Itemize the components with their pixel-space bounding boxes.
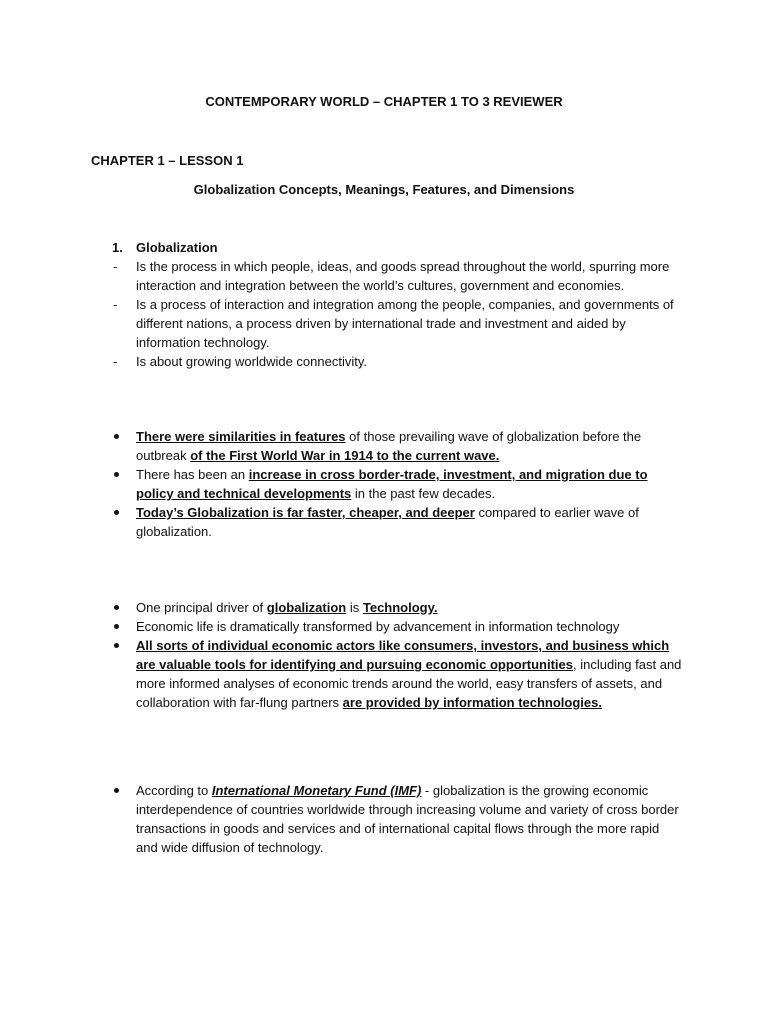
emphasis-text: globalization bbox=[266, 600, 347, 615]
definition-text: Is about growing worldwide connectivity. bbox=[136, 354, 367, 369]
globalization-section bbox=[112, 238, 684, 371]
dash-marker: - bbox=[113, 259, 118, 274]
body-text: According to bbox=[136, 783, 212, 798]
bullet-icon bbox=[114, 510, 119, 515]
list-item bbox=[136, 465, 684, 503]
emphasis-text: of the First World War in 1914 to the current wave. bbox=[190, 448, 500, 463]
definition-text: Is the process in which people, ideas, and goods spread throughout the world, spurring more interaction and integration between the world’s cultures, government and economies. bbox=[136, 259, 670, 293]
imf-name: International Monetary Fund (IMF) bbox=[211, 783, 422, 798]
body-text: of those prevailing wave of globalization before the outbreak bbox=[136, 429, 642, 463]
bullet-icon bbox=[114, 788, 119, 793]
section-heading-row bbox=[112, 238, 684, 257]
bullet-icon bbox=[114, 643, 119, 648]
chapter-heading: CHAPTER 1 – LESSON 1 bbox=[91, 153, 244, 168]
bullet-icon bbox=[114, 434, 119, 439]
list-item bbox=[136, 427, 684, 465]
technology-list bbox=[136, 598, 684, 712]
body-text: - globalization is the growing economic interdependence of countries worldwide through increasing volume and variety of cross border transactions in goods and services and of international capital flows through the more rapid and wide diffusion of technology. bbox=[136, 783, 679, 855]
body-text: Economic life is dramatically transformed by advancement in information technology bbox=[136, 619, 620, 634]
bullet-icon bbox=[114, 472, 119, 477]
list-item bbox=[136, 781, 684, 857]
emphasis-text: increase in cross border-trade, investment, and migration due to policy and technical developments bbox=[136, 467, 648, 501]
dash-marker: - bbox=[113, 354, 118, 369]
features-list bbox=[136, 427, 684, 541]
body-text: compared to earlier wave of globalization. bbox=[136, 505, 639, 539]
section-number: 1. bbox=[112, 240, 123, 255]
emphasis-text: are provided by information technologies. bbox=[342, 695, 602, 710]
bullet-icon bbox=[114, 605, 119, 610]
body-text: in the past few decades. bbox=[351, 486, 496, 501]
imf-definition bbox=[136, 781, 684, 857]
definition-item bbox=[113, 257, 684, 295]
dash-marker: - bbox=[113, 297, 118, 312]
body-text: One principal driver of bbox=[136, 600, 267, 615]
list-item bbox=[136, 598, 684, 617]
body-text: is bbox=[346, 600, 363, 615]
definition-item bbox=[113, 352, 684, 371]
bullet-icon bbox=[114, 624, 119, 629]
definition-item bbox=[113, 295, 684, 352]
lesson-subtitle: Globalization Concepts, Meanings, Features, and Dimensions bbox=[193, 182, 575, 197]
emphasis-text: All sorts of individual economic actors like consumers, investors, and business which are valuable tools for identifying and pursuing economic opportunities bbox=[136, 638, 670, 672]
definition-text: Is a process of interaction and integration among the people, companies, and governments of different nations, a process driven by international trade and investment and aided by information technology. bbox=[136, 297, 674, 350]
body-text: , including fast and more informed analyses of economic trends around the world, easy transfers of assets, and collaboration with far-flung partners bbox=[136, 657, 682, 710]
list-item bbox=[136, 617, 684, 636]
document-title: CONTEMPORARY WORLD – CHAPTER 1 TO 3 REVIEWER bbox=[205, 94, 563, 109]
emphasis-text: Technology. bbox=[362, 600, 438, 615]
emphasis-text: Today’s Globalization is far faster, cheaper, and deeper bbox=[136, 505, 475, 520]
body-text: There has been an bbox=[136, 467, 249, 482]
list-item bbox=[136, 636, 684, 712]
emphasis-text: There were similarities in features bbox=[136, 429, 346, 444]
section-heading: Globalization bbox=[136, 240, 218, 255]
list-item bbox=[136, 503, 684, 541]
